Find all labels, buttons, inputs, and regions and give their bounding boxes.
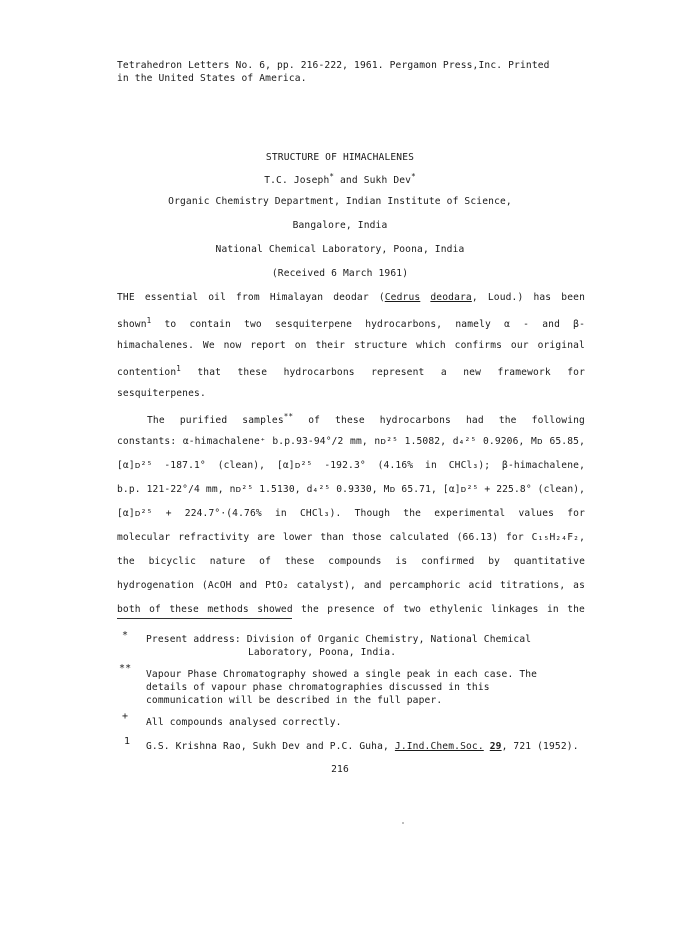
- footnote-text: All compounds analysed correctly.: [146, 717, 342, 728]
- footnote-text: details of vapour phase chromatographies discussed in this: [146, 682, 490, 693]
- text-run: to contain two sesquiterpene hydrocarbons, namely α - and β-: [151, 319, 585, 331]
- page-number: 216: [331, 764, 349, 775]
- text-run: , 721 (1952).: [501, 741, 579, 752]
- footnote-text: Present address: Division of Organic Chemistry, National Chemical: [146, 634, 532, 645]
- text-run: shown: [117, 319, 147, 331]
- received-date: (Received 6 March 1961): [271, 268, 409, 279]
- footnote-mark: 1: [124, 736, 131, 747]
- ref-superscript: 1: [176, 364, 181, 373]
- footnote-mark: **: [119, 663, 132, 674]
- footnote-text: Laboratory, Poona, India.: [248, 647, 397, 658]
- body-line: [147, 412, 585, 426]
- journal-name: J.Ind.Chem.Soc.: [394, 741, 484, 752]
- text-run: , Loud.) has been: [471, 292, 585, 303]
- author-star-2: *: [411, 172, 416, 181]
- text-run: of these hydrocarbons had the following: [293, 415, 585, 427]
- author-dev: and Sukh Dev: [334, 175, 412, 187]
- authors: [0, 172, 680, 186]
- text-run: The purified samples: [147, 415, 284, 427]
- journal-header-line-1: Tetrahedron Letters No. 6, pp. 216-222, 1961. Pergamon Press,Inc. Printed: [117, 60, 550, 71]
- text-run: G.S. Krishna Rao, Sukh Dev and P.C. Guha,: [146, 741, 395, 752]
- affiliation-2: Bangalore, India: [292, 220, 388, 231]
- text-run: that these hydrocarbons represent a new framework for: [180, 367, 585, 379]
- genus-name: Cedrus: [384, 292, 421, 303]
- footnote-text: communication will be described in the full paper.: [146, 695, 443, 706]
- body-line: sesquiterpenes.: [117, 388, 206, 399]
- body-line: b.p. 121-22°/4 mm, nᴅ²⁵ 1.5130, d₄²⁵ 0.9330, Mᴅ 65.71, [α]ᴅ²⁵ + 225.8° (clean),: [117, 484, 586, 495]
- footnote-reference: [146, 741, 579, 752]
- journal-volume: 29: [489, 741, 502, 752]
- footnote-separator: [117, 618, 292, 619]
- species-name: deodara: [430, 292, 472, 303]
- scan-speck: [402, 822, 404, 824]
- body-line: both of these methods showed the presence of two ethylenic linkages in the: [117, 604, 585, 615]
- body-line: hydrogenation (AcOH and PtO₂ catalyst), and percamphoric acid titrations, as: [117, 580, 585, 591]
- body-line: molecular refractivity are lower than those calculated (66.13) for C₁₅H₂₄F₂,: [117, 532, 585, 543]
- article-title: STRUCTURE OF HIMACHALENES: [265, 152, 415, 163]
- text-run: THE essential oil from Himalayan deodar (: [117, 292, 385, 303]
- footnote-text: Vapour Phase Chromatography showed a single peak in each case. The: [146, 669, 538, 680]
- ref-superscript: 1: [146, 316, 152, 325]
- affiliation-3: National Chemical Laboratory, Poona, India: [215, 244, 465, 255]
- journal-header-line-2: in the United States of America.: [117, 73, 307, 84]
- body-line: himachalenes. We now report on their structure which confirms our original: [117, 340, 585, 351]
- body-line: the bicyclic nature of these compounds is confirmed by quantitative: [117, 556, 585, 567]
- body-line: [117, 316, 585, 330]
- author-joseph: T.C. Joseph: [264, 175, 330, 187]
- footnote-mark: +: [122, 711, 129, 722]
- affiliation-1: Organic Chemistry Department, Indian Institute of Science,: [168, 196, 512, 207]
- body-line: constants: α-himachalene⁺ b.p.93-94°/2 mm, nᴅ²⁵ 1.5082, d₄²⁵ 0.9206, Mᴅ 65.85,: [117, 436, 585, 447]
- body-line: [α]ᴅ²⁵ -187.1° (clean), [α]ᴅ²⁵ -192.3° (4.16% in CHCl₃); β-himachalene,: [117, 460, 585, 471]
- author-star-1: *: [329, 172, 335, 181]
- footnote-superscript: **: [283, 412, 294, 421]
- text-run: contention: [117, 367, 177, 379]
- footnote-mark: *: [122, 630, 129, 641]
- body-line: [α]ᴅ²⁵ + 224.7°·(4.76% in CHCl₃). Though the experimental values for: [117, 508, 585, 519]
- body-line: [117, 364, 585, 378]
- body-line: [117, 292, 585, 303]
